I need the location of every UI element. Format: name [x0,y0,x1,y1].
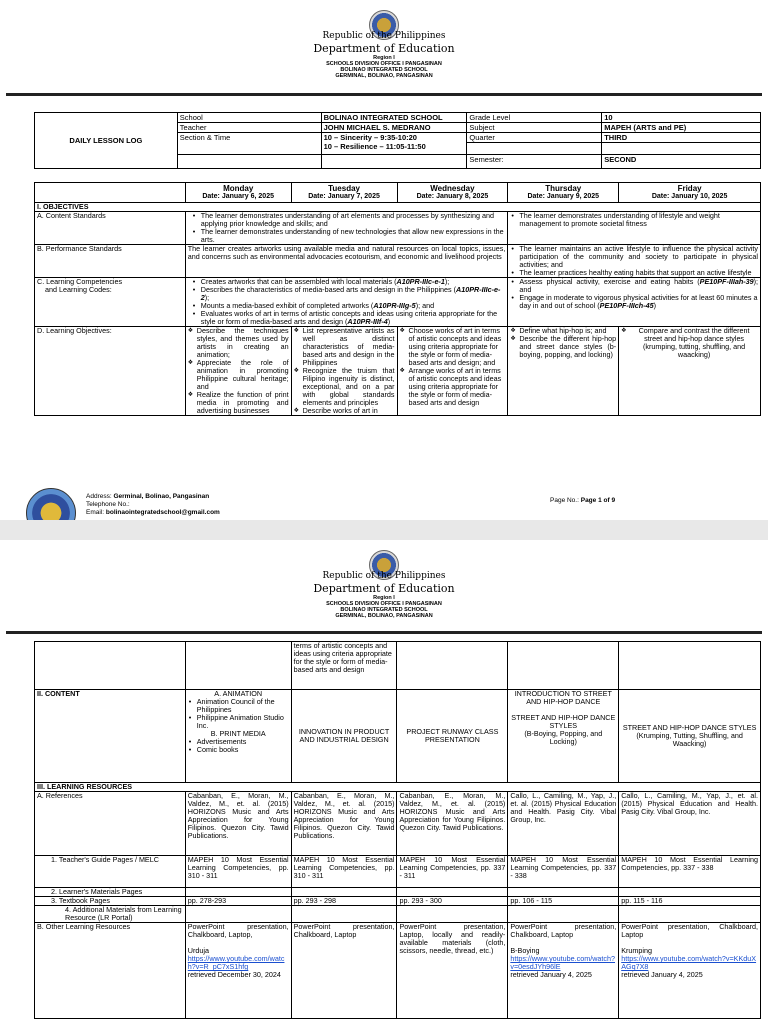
content-print-media: B. PRINT MEDIA [210,729,266,738]
day-monday: Monday [223,184,254,193]
performance-standards-label: B. Performance Standards [35,245,186,278]
other-thursday-2: B-Boying [510,946,540,955]
performance-standard-arts: The learner creates artworks using available media and natural resources on local topics, issues, and concerns such as environmental advocacies ecotourism, and economic and livelihood projects [185,245,508,278]
lo-tuesday-3: ❖ Describe works of art in [294,407,395,415]
date-monday: January 6, 2025 [221,193,274,200]
header-divider [6,93,762,96]
competency-arts-2: • Describes the characteristics of media-based arts and design in the Philippines (A10PR-IIIc-e-2); [192,286,506,302]
republic-text: Republic of the Philippines [322,31,446,41]
day-friday: Friday [677,184,702,193]
competencies-label-line1: C. Learning Competencies [37,277,123,286]
division-text: SCHOOLS DIVISION OFFICE I PANGASINAN [326,601,442,607]
content-animation-1: • Animation Council of the Philippines [188,698,289,714]
page-number: Page No.: Page 1 of 9 [550,497,616,504]
section-label: Section & Time [177,133,321,155]
school-value: BOLINAO INTEGRATED SCHOOL [321,113,467,123]
lo-thursday-2: ❖ Describe the different hip-hop and street dance styles (b-boying, popping, and locking) [510,335,616,359]
carry-over-tuesday: terms of artistic concepts and ideas using criteria appropriate for the style or form of media-based arts and design [291,642,397,690]
ref-tuesday: Cabanban, E., Moran, M., Valdez, M., et. al. (2015) HORIZONS Music and Arts Appreciation for Young Filipinos. Quezon City. Tawid Publications. [291,792,397,856]
content-heading: II. CONTENT [35,690,186,783]
tg-label: 1. Teacher's Guide Pages / MELC [35,856,186,888]
region-text: Region I [373,55,395,61]
dll-title: DAILY LESSON LOG [35,113,178,169]
letterhead-2 [0,540,768,636]
other-monday-2: Urduja [187,946,209,955]
ref-monday: Cabanban, E., Moran, M., Valdez, M., et. al. (2015) HORIZONS Music and Arts Appreciation for Young Filipinos. Quezon City. Tawid Publications. [185,792,291,856]
other-thursday-1: PowerPoint presentation, Chalkboard, Laptop [510,922,617,939]
section-sincerity: 10 – Sincerity – 9:35-10:20 [323,133,417,142]
semester-value: SECOND [602,155,761,169]
textbook-label: 3. Textbook Pages [35,897,186,906]
references-label: A. References [35,792,186,856]
urduja-video-link[interactable]: https://www.youtube.com/watch?v=R_pC7xS1hfg [187,954,285,971]
tg-friday: MAPEH 10 Most Essential Learning Competencies, pp. 337 - 338 [619,856,761,888]
date-tuesday: January 7, 2025 [327,193,380,200]
lo-friday-1: ❖ Compare and contrast the different street and hip-hop dance styles (krumping, tutting, shuffling, and waacking) [621,327,758,359]
header-divider [6,631,762,634]
lo-tuesday-1: ❖ List representative artists as well as distinct characteristics of media-based arts and design in the Philippines [294,327,395,367]
day-thursday: Thursday [545,184,582,193]
lm-label: 2. Learner's Materials Pages [35,888,186,897]
other-monday-3: retrieved December 30, 2024 [187,970,281,979]
competency-arts-1: • Creates artworks that can be assembled with local materials (A10PR-IIIc-e-1); [192,278,506,286]
additional-materials-label: 4. Additional Materials from Learning Resource (LR Portal) [35,906,186,923]
page-gap [0,520,768,540]
content-standards-label: A. Content Standards [35,212,186,245]
performance-standard-pe-2: • The learner practices healthy eating habits that support an active lifestyle [510,269,758,277]
resources-heading: III. LEARNING RESOURCES [35,783,761,792]
grade-label: Grade Level [467,113,602,123]
lo-monday-3: ❖ Realize the function of print media in promoting and advertising businesses [188,391,289,415]
teacher-label: Teacher [177,123,321,133]
lo-wednesday-1: ❖ Choose works of art in terms of artistic concepts and ideas using criteria appropriate for the style or form of media-based arts and design; and [400,327,506,367]
tb-tuesday: pp. 293 - 298 [291,897,397,906]
content-print-2: • Comic books [188,746,289,754]
letterhead [0,0,768,96]
other-friday-2: Krumping [621,946,652,955]
content-animation-2: • Philippine Animation Studio Inc. [188,714,289,730]
date-label: Date: [416,193,435,200]
competency-arts-3: • Mounts a media-based exhibit of completed artworks (A10PR-IIIg-5); and [192,302,506,310]
location-text: GERMINAL, BOLINAO, PANGASINAN [335,73,433,79]
lo-monday-1: ❖ Describe the techniques styles, and themes used by artists in creating an animation; [188,327,289,359]
other-friday-3: retrieved January 4, 2025 [621,970,703,979]
address-label: Address: [86,493,112,500]
content-standard-arts-2: • The learner demonstrates understanding of new technologies that allow new expressions in the arts. [192,228,506,244]
department-text: Department of Education [313,42,455,55]
telephone-label: Telephone No.: [86,501,130,508]
date-thursday: January 9, 2025 [546,193,600,200]
tg-thursday: MAPEH 10 Most Essential Learning Competencies, pp. 337 - 338 [508,856,619,888]
content-friday-1: STREET AND HIP-HOP DANCE STYLES [622,723,757,732]
ref-wednesday: Cabanban, E., Moran, M., Valdez, M., et. al. (2015) HORIZONS Music and Arts Appreciation for Young Filipinos. Quezon City. Tawid Publications. [397,792,508,856]
tg-wednesday: MAPEH 10 Most Essential Learning Competencies, pp. 337 - 311 [397,856,508,888]
day-tuesday: Tuesday [328,184,360,193]
semester-label: Semester: [467,155,602,169]
subject-value: MAPEH (ARTS and PE) [602,123,761,133]
section-resilience: 10 – Resilience – 11:05-11:50 [323,142,426,151]
quarter-label: Quarter [467,133,602,143]
lo-thursday-1: ❖ Define what hip-hop is; and [510,327,616,335]
other-tuesday: PowerPoint presentation, Chalkboard, Laptop [291,923,397,1019]
location-text: GERMINAL, BOLINAO, PANGASINAN [335,613,433,619]
tg-tuesday: MAPEH 10 Most Essential Learning Competencies, pp. 310 - 311 [291,856,397,888]
content-friday-2: (Krumping, Tutting, Shuffling, and Waacking) [636,731,743,748]
performance-standard-pe-1: • The learner maintains an active lifestyle to influence the physical activity participation of the community and society to participate in physical activities; and [510,245,758,269]
content-wednesday: PROJECT RUNWAY CLASS PRESENTATION [397,690,508,783]
ref-thursday: Callo, L., Camiling, M., Yap, J., et. al. (2015) Physical Education and Health. Pasig City. Vibal Group, Inc. [508,792,619,856]
content-thursday-2: STREET AND HIP-HOP DANCE STYLES [511,713,616,730]
objectives-heading: I. OBJECTIVES [35,203,761,212]
lo-tuesday-2: ❖ Recognize the truism that Filipino ingenuity is distinct, exceptional, and on a par with global standards elements and principles [294,367,395,407]
competencies-label [35,278,186,327]
email-value: bolinaointegratedschool@gmail.com [105,509,220,516]
school-label: School [177,113,321,123]
tg-monday: MAPEH 10 Most Essential Learning Competencies, pp. 310 - 311 [185,856,291,888]
date-friday: January 10, 2025 [671,193,728,200]
ref-friday: Callo, L., Camiling, M., Yap, J., et. al. (2015) Physical Education and Health. Pasig City. Vibal Group, Inc. [619,792,761,856]
other-wednesday: PowerPoint presentation, Laptop, locally and readily-available materials (cloth, scissors, needle, thread, etc.) [397,923,508,1019]
content-thursday-3: (B-Boying, Popping, and Locking) [524,729,603,746]
school-text: BOLINAO INTEGRATED SCHOOL [340,607,428,613]
page-2 [0,540,768,1024]
date-label: Date: [308,193,326,200]
region-text: Region I [373,595,395,601]
competency-pe-1: • Assess physical activity, exercise and eating habits (PE10PF-IIIah-39); and [510,278,758,294]
competency-arts-4: • Evaluates works of art in terms of artistic concepts and ideas using criteria appropriate for the style or form of media-based arts and design (A10PR-IIIf-4) [192,310,506,326]
lo-monday-2: ❖ Appreciate the role of animation in promoting Philippine cultural heritage; and [188,359,289,391]
lesson-info-table [34,112,761,169]
tb-wednesday: pp. 293 - 300 [397,897,508,906]
bboying-video-link[interactable]: https://www.youtube.com/watch?v=0esdJYh96lE [510,954,616,971]
republic-text: Republic of the Philippines [322,571,446,581]
day-wednesday: Wednesday [430,184,475,193]
department-text: Department of Education [313,582,455,595]
other-monday-1: PowerPoint presentation, Chalkboard, Laptop, [187,922,289,939]
content-thursday-1: INTRODUCTION TO STREET AND HIP-HOP DANCE [514,689,612,706]
date-label: Date: [527,193,545,200]
tb-friday: pp. 115 - 116 [619,897,761,906]
subject-label: Subject [467,123,602,133]
other-friday-1: PowerPoint presentation, Chalkboard, Laptop [621,922,758,939]
quarter-value: THIRD [602,133,761,143]
section-value [321,133,467,155]
content-print-1: • Advertisements [188,738,289,746]
competencies-label-line2: and Learning Codes: [45,285,112,294]
teacher-value: JOHN MICHAEL S. MEDRANO [321,123,467,133]
footer-address [86,493,220,517]
krumping-video-link[interactable]: https://www.youtube.com/watch?v=KKduXAGq7X8 [621,954,757,971]
grade-value: 10 [602,113,761,123]
other-thursday-3: retrieved January 4, 2025 [510,970,592,979]
content-standard-pe: • The learner demonstrates understanding of lifestyle and weight management to promote societal fitness [510,212,758,228]
division-text: SCHOOLS DIVISION OFFICE I PANGASINAN [326,61,442,67]
content-resources-table [34,641,761,1019]
competency-pe-2: • Engage in moderate to vigorous physical activities for at least 60 minutes a day in and out of school (PE10PF-IIIch-45) [510,294,758,310]
learning-objectives-label: D. Learning Objectives: [35,327,186,416]
date-wednesday: January 8, 2025 [436,193,489,200]
tb-thursday: pp. 106 - 115 [508,897,619,906]
school-text: BOLINAO INTEGRATED SCHOOL [340,67,428,73]
objectives-table [34,182,761,416]
address-value: Germinal, Bolinao, Pangasinan [113,493,210,500]
date-label: Date: [202,193,220,200]
content-animation: A. ANIMATION [214,689,263,698]
date-label: Date: [651,193,670,200]
lo-wednesday-2: ❖ Arrange works of art in terms of artistic concepts and ideas using criteria appropriate for the style or form of media-based arts and design [400,367,506,407]
tb-monday: pp. 278-293 [185,897,291,906]
other-resources-label: B. Other Learning Resources [35,923,186,1019]
content-standard-arts-1: • The learner demonstrates understanding of art elements and processes by synthesizing and applying prior knowledge and skills; and [192,212,506,228]
content-tuesday: INNOVATION IN PRODUCT AND INDUSTRIAL DESIGN [291,690,397,783]
email-label: Email: [86,509,105,516]
